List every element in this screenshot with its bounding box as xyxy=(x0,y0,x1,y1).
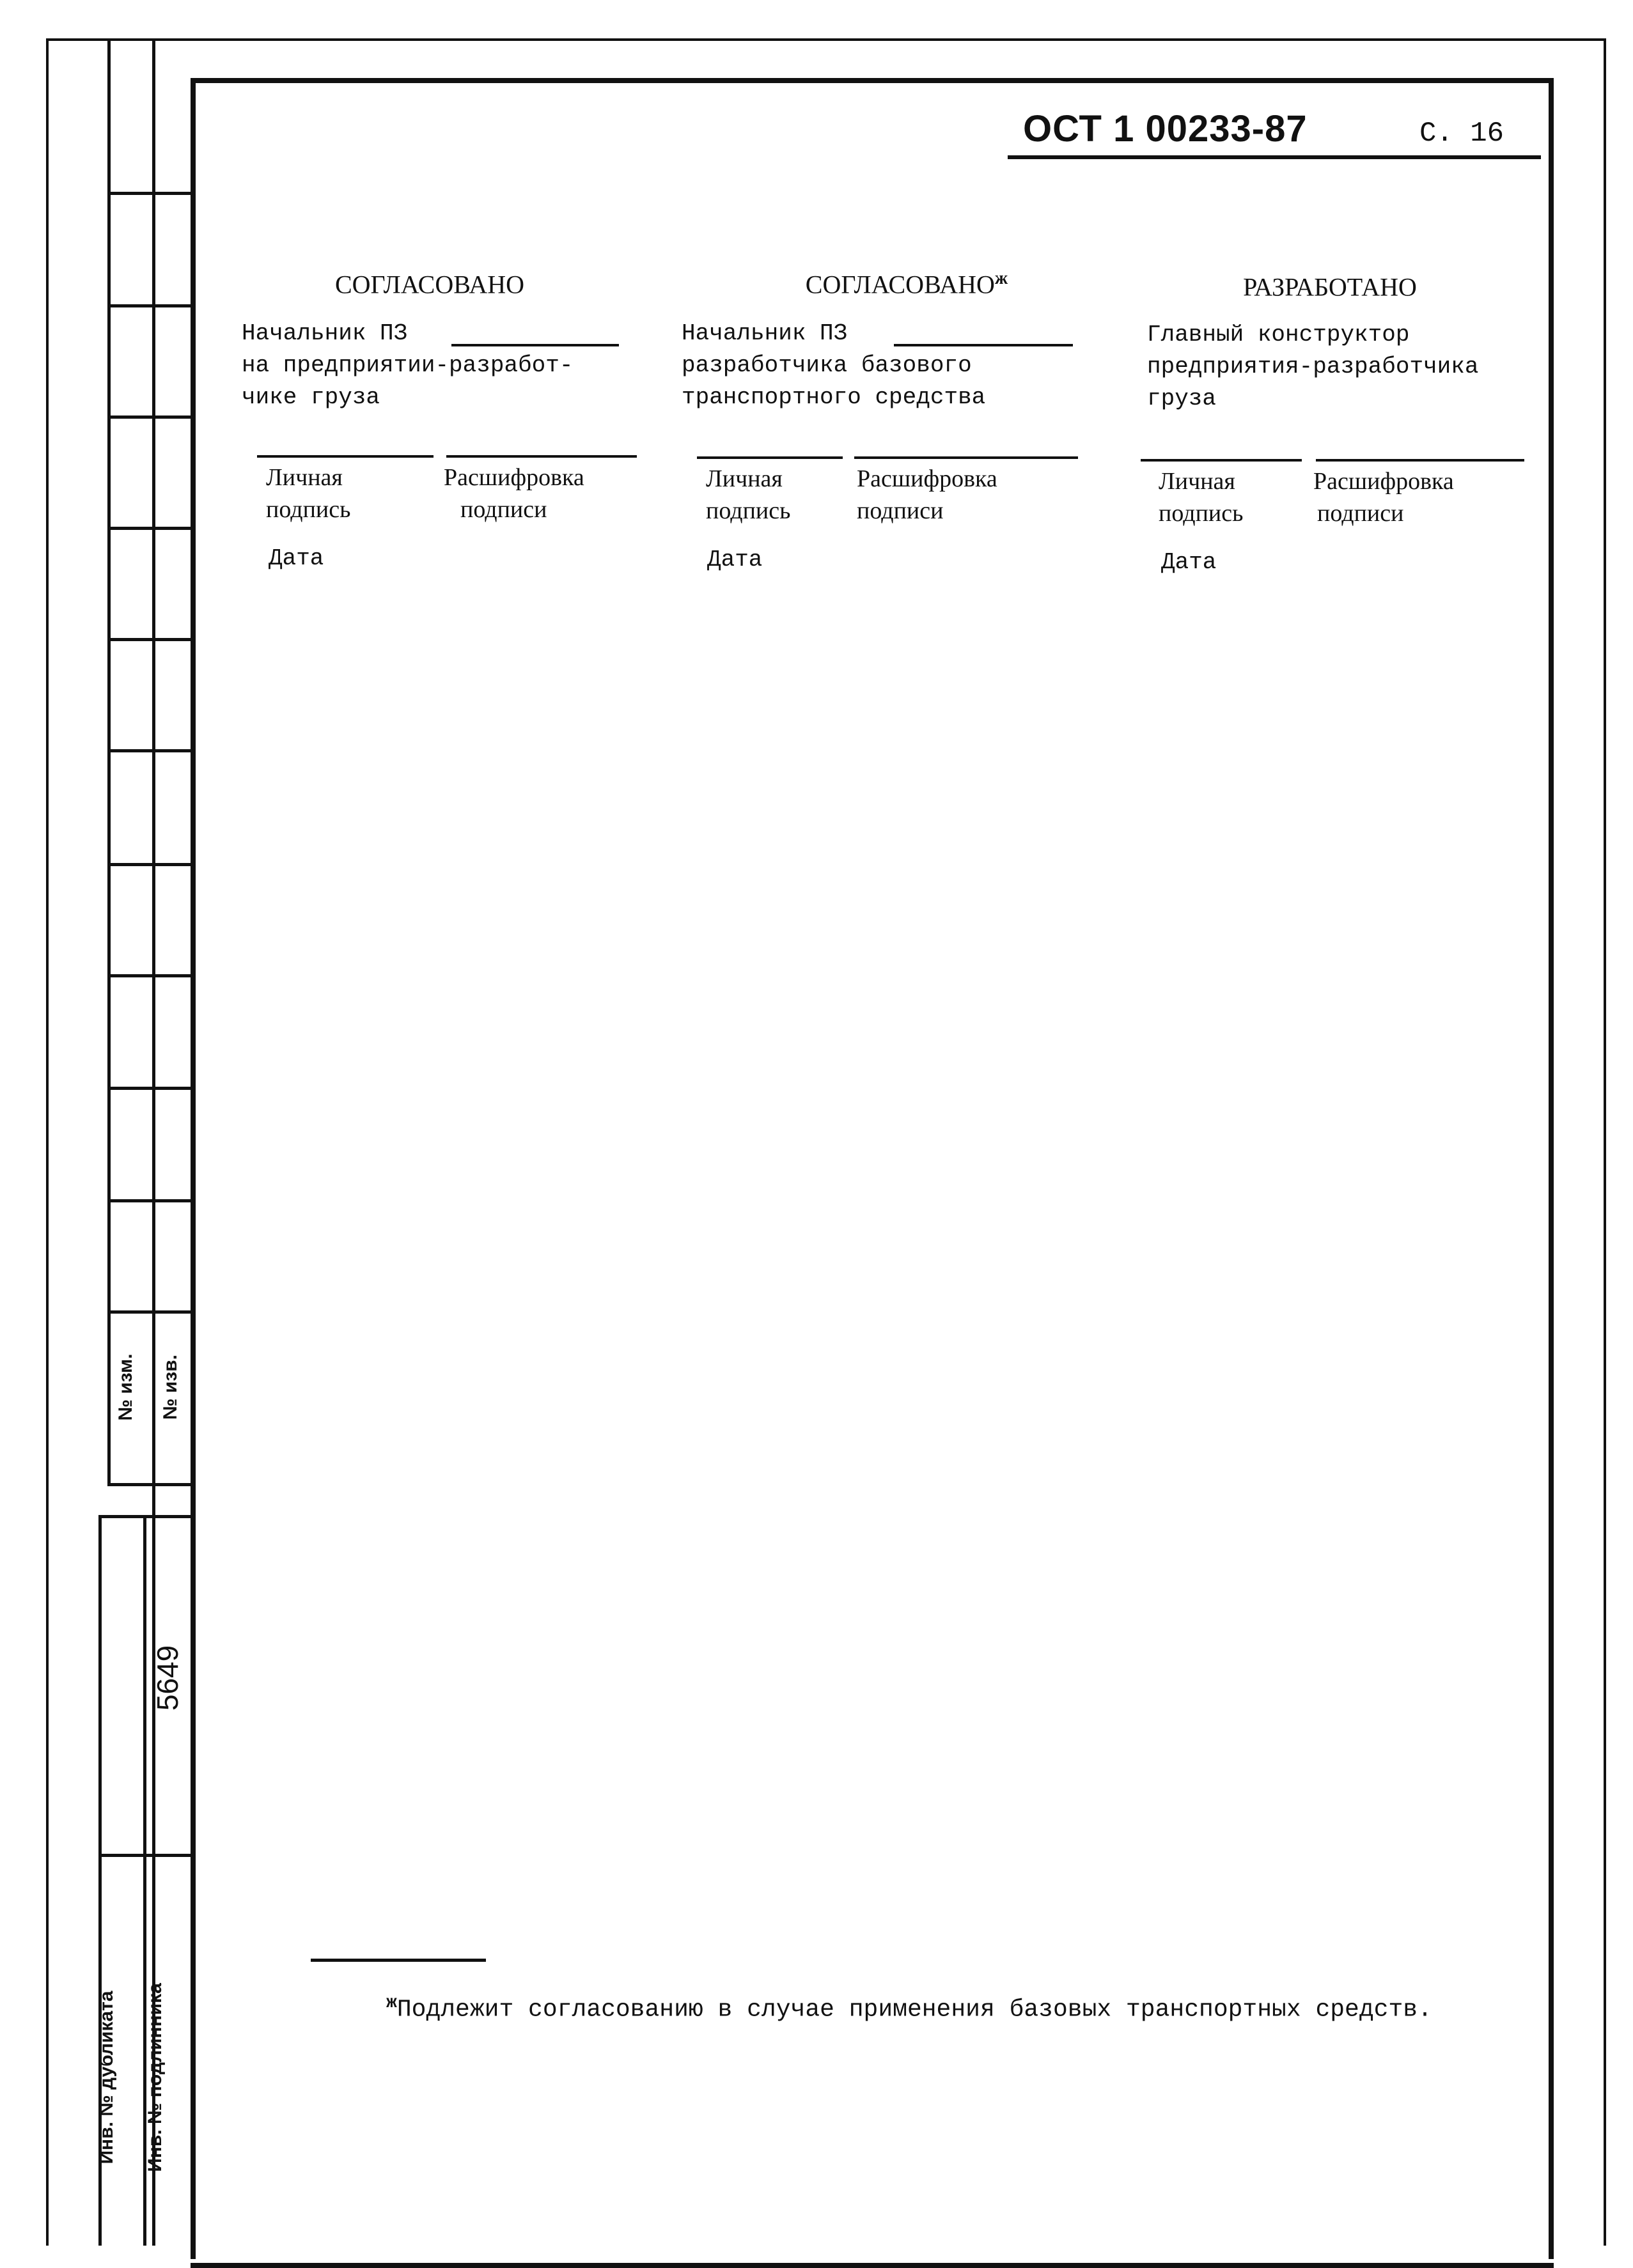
outer-border-top xyxy=(46,38,1606,41)
izm-label: № изм. xyxy=(115,1353,136,1421)
personal-signature-line xyxy=(257,455,434,458)
podl-label: Инв. № подлинника xyxy=(145,1983,166,2172)
strip-divider xyxy=(107,1199,191,1202)
strip-divider xyxy=(107,1483,191,1486)
header-rule xyxy=(1008,155,1541,159)
outer-border-right xyxy=(1604,38,1606,2246)
sig-label-decoding: подписи xyxy=(460,496,547,523)
position-line: предприятия-разработчика xyxy=(1147,353,1479,380)
sig-label-decoding: подписи xyxy=(1317,500,1404,527)
position-line: транспортного средства xyxy=(682,384,986,410)
column-title: $СОГЛАСОВАНО^ж$ xyxy=(805,268,1008,299)
sig-label-personal: подпись xyxy=(1159,500,1244,527)
sig-label-personal: подпись xyxy=(266,496,351,523)
personal-signature-line xyxy=(1141,459,1302,462)
strip-divider xyxy=(107,638,191,641)
strip-divider xyxy=(107,863,191,866)
izv-label: № изв. xyxy=(160,1355,181,1420)
signature-decoding-line xyxy=(446,455,637,458)
strip-divider xyxy=(107,1087,191,1090)
strip-line xyxy=(152,41,155,2246)
sig-label-decoding: Расшифровка xyxy=(444,464,584,491)
footnote xyxy=(386,1988,1432,2026)
position-line: разработчика базового xyxy=(682,352,972,378)
date-label: Дата xyxy=(269,545,324,571)
strip-divider xyxy=(98,1854,191,1857)
footnote-text: Подлежит согласованию в случае применения базовых транспортных средств. xyxy=(396,1996,1432,2024)
position-line: груза xyxy=(1147,385,1217,412)
sig-label-decoding: Расшифровка xyxy=(1313,468,1454,495)
strip-divider xyxy=(107,192,191,195)
main-frame-bottom xyxy=(191,2263,1554,2268)
signature-line xyxy=(451,344,619,346)
page-number: С. 16 xyxy=(1419,118,1504,150)
position-line: Начальник ПЗ xyxy=(682,320,848,346)
position-line: на предприятии-разработ- xyxy=(242,352,574,378)
column-title: СОГЛАСОВАНО xyxy=(334,270,525,299)
dubl-label: Инв. № дубликата xyxy=(96,1991,117,2164)
sig-label-personal: Личная xyxy=(1159,468,1235,495)
strip-divider xyxy=(107,304,191,307)
signature-decoding-line xyxy=(1316,459,1524,462)
sig-label-personal: Личная xyxy=(266,464,343,491)
sig-label-decoding: Расшифровка xyxy=(857,465,997,492)
footnote-mark: ж xyxy=(386,1993,397,2013)
strip-divider xyxy=(107,974,191,977)
column-title: РАЗРАБОТАНО xyxy=(1243,272,1417,302)
podl-number: 5649 xyxy=(151,1645,184,1711)
position-line: чике груза xyxy=(242,384,380,410)
strip-divider xyxy=(107,527,191,530)
sig-label-personal: Личная xyxy=(706,465,783,492)
strip-line xyxy=(107,41,111,1486)
personal-signature-line xyxy=(697,456,843,459)
footnote-rule xyxy=(311,1959,486,1962)
signature-decoding-line xyxy=(854,456,1078,459)
signature-line xyxy=(894,344,1073,346)
document-code: ОСТ 1 00233-87 xyxy=(1023,108,1308,150)
sig-label-decoding: подписи xyxy=(857,497,944,524)
position-line: Главный конструктор xyxy=(1147,322,1410,348)
date-label: Дата xyxy=(1161,549,1217,575)
strip-divider xyxy=(98,1515,191,1518)
position-line: Начальник ПЗ xyxy=(242,320,408,346)
strip-divider xyxy=(107,749,191,752)
date-label: Дата xyxy=(707,547,763,573)
outer-border-left xyxy=(46,38,49,2246)
strip-divider xyxy=(107,416,191,419)
sig-label-personal: подпись xyxy=(706,497,791,524)
strip-divider xyxy=(107,1310,191,1314)
